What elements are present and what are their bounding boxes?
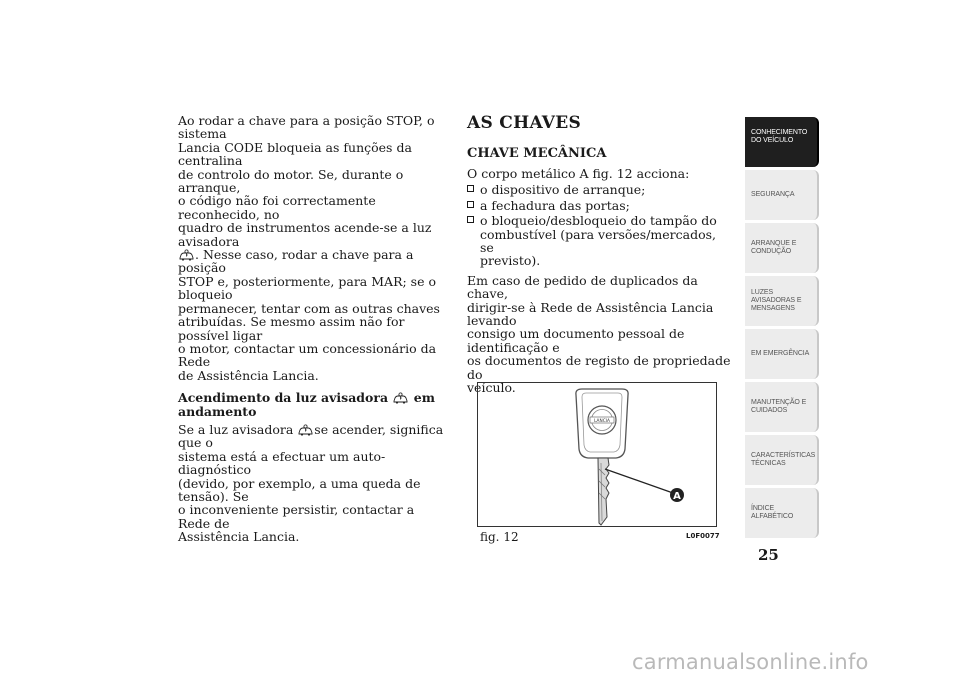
tab-caracteristicas-tecnicas[interactable] bbox=[745, 435, 819, 485]
tab-label: CUIDADOS bbox=[751, 407, 788, 414]
tab-indice-alfabetico[interactable] bbox=[745, 488, 819, 538]
key-brand-text: LANCIA bbox=[594, 419, 610, 424]
text-line: Ao rodar a chave para a posição STOP, o sistema bbox=[178, 113, 435, 142]
text-line: o inconveniente persistir, contactar a Rede de bbox=[178, 502, 415, 531]
tab-luzes-avisadoras[interactable] bbox=[745, 276, 819, 326]
left-column bbox=[178, 114, 450, 544]
warning-light-heading bbox=[178, 391, 450, 418]
page-number: 25 bbox=[758, 546, 779, 564]
immobilizer-warning-icon bbox=[178, 249, 195, 261]
text-line: Em caso de pedido de duplicados da chave, bbox=[467, 272, 698, 302]
tab-label: TÉCNICAS bbox=[751, 460, 786, 467]
callout-label: A bbox=[673, 491, 681, 502]
figure-caption: fig. 12 bbox=[480, 530, 519, 544]
tab-label: CONHECIMENTO bbox=[751, 129, 808, 136]
subsection-title: CHAVE MECÂNICA bbox=[467, 146, 607, 161]
text-line: o código não foi correctamente reconhecido, no bbox=[178, 193, 376, 222]
duplicates-paragraph bbox=[467, 274, 732, 395]
text-line: o motor, contactar um concessionário da Rede bbox=[178, 340, 437, 370]
list-item bbox=[467, 183, 732, 196]
chapter-tabs bbox=[745, 117, 819, 541]
list-item-text: a fechadura das portas; bbox=[480, 197, 630, 213]
figure-code: L0F0077 bbox=[686, 532, 720, 540]
tab-label: MENSAGENS bbox=[751, 305, 795, 312]
text-line: quadro de instrumentos acende-se a luz avisadora bbox=[178, 220, 432, 249]
tab-label: SEGURANÇA bbox=[751, 191, 795, 198]
text-line: permanecer, tentar com as outras chaves bbox=[178, 300, 440, 316]
section-title: AS CHAVES bbox=[467, 113, 582, 133]
text-line: consigo um documento pessoal de identificação e bbox=[467, 326, 685, 355]
intro-text: O corpo metálico A fig. 12 acciona: bbox=[467, 166, 690, 181]
tab-label: DO VEÍCULO bbox=[751, 137, 794, 144]
immobilizer-warning-icon bbox=[297, 424, 314, 436]
tab-label: MANUTENÇÃO E bbox=[751, 399, 807, 406]
tab-label: ALFABÉTICO bbox=[751, 513, 794, 520]
text-line: Assistência Lancia. bbox=[178, 529, 300, 545]
text-line: atribuídas. Se mesmo assim não for possível ligar bbox=[178, 314, 405, 343]
tab-label: AVISADORAS E bbox=[751, 297, 802, 304]
tab-arranque-e-conducao[interactable] bbox=[745, 223, 819, 273]
text-line: se acender, significa que o bbox=[178, 421, 444, 451]
list-item bbox=[467, 199, 732, 212]
heading-text: andamento bbox=[178, 403, 257, 419]
tab-label: EM EMERGÊNCIA bbox=[751, 350, 810, 357]
list-item-text: o dispositivo de arranque; bbox=[480, 182, 646, 198]
tab-manutencao-e-cuidados[interactable] bbox=[745, 382, 819, 432]
list-item-text: o bloqueio/desbloqueio do tampão do bbox=[480, 213, 717, 229]
tab-seguranca[interactable] bbox=[745, 170, 819, 220]
text-line: STOP e, posteriormente, para MAR; se o bloqueio bbox=[178, 273, 436, 303]
text-line: veículo. bbox=[467, 380, 516, 396]
paragraph-1 bbox=[178, 114, 450, 382]
tab-conhecimento-do-veiculo[interactable] bbox=[745, 117, 819, 167]
immobilizer-warning-icon bbox=[392, 392, 409, 404]
tab-label: ARRANQUE E bbox=[751, 240, 797, 247]
text-line: dirigir-se à Rede de Assistência Lancia levando bbox=[467, 299, 714, 329]
list-item-text: combustível (para versões/mercados, se bbox=[480, 226, 717, 256]
tab-label: LUZES bbox=[751, 289, 774, 296]
heading-text: em bbox=[413, 390, 435, 406]
text-line: sistema está a efectuar um auto-diagnóstico bbox=[178, 448, 386, 478]
text-line: de controlo do motor. Se, durante o arranque, bbox=[178, 166, 404, 196]
text-line: Se a luz avisadora bbox=[178, 421, 294, 437]
list-item-text: previsto). bbox=[480, 253, 541, 269]
text-line: Lancia CODE bloqueia as funções da centralina bbox=[178, 139, 412, 169]
tab-label: CONDUÇÃO bbox=[751, 248, 792, 255]
text-line: os documentos de registo de propriedade do bbox=[467, 353, 731, 382]
callout-leader bbox=[605, 469, 673, 493]
tab-label: ÍNDICE bbox=[751, 505, 775, 512]
tab-label: CARACTERÍSTICAS bbox=[751, 452, 816, 459]
tab-em-emergencia[interactable] bbox=[745, 329, 819, 379]
key-blade bbox=[598, 458, 609, 525]
text-line: de Assistência Lancia. bbox=[178, 367, 319, 383]
bullet-list bbox=[467, 183, 732, 267]
text-line: (devido, por exemplo, a uma queda de tensão). Se bbox=[178, 475, 421, 504]
paragraph-2 bbox=[178, 423, 450, 544]
key-illustration bbox=[478, 383, 716, 526]
heading-text: Acendimento da luz avisadora bbox=[178, 390, 389, 406]
list-item bbox=[467, 214, 732, 268]
text-line: . Nesse caso, rodar a chave para a posição bbox=[178, 247, 414, 276]
right-column bbox=[467, 114, 732, 395]
key-figure bbox=[477, 382, 717, 527]
watermark: carmanualsonline.info bbox=[632, 650, 869, 674]
